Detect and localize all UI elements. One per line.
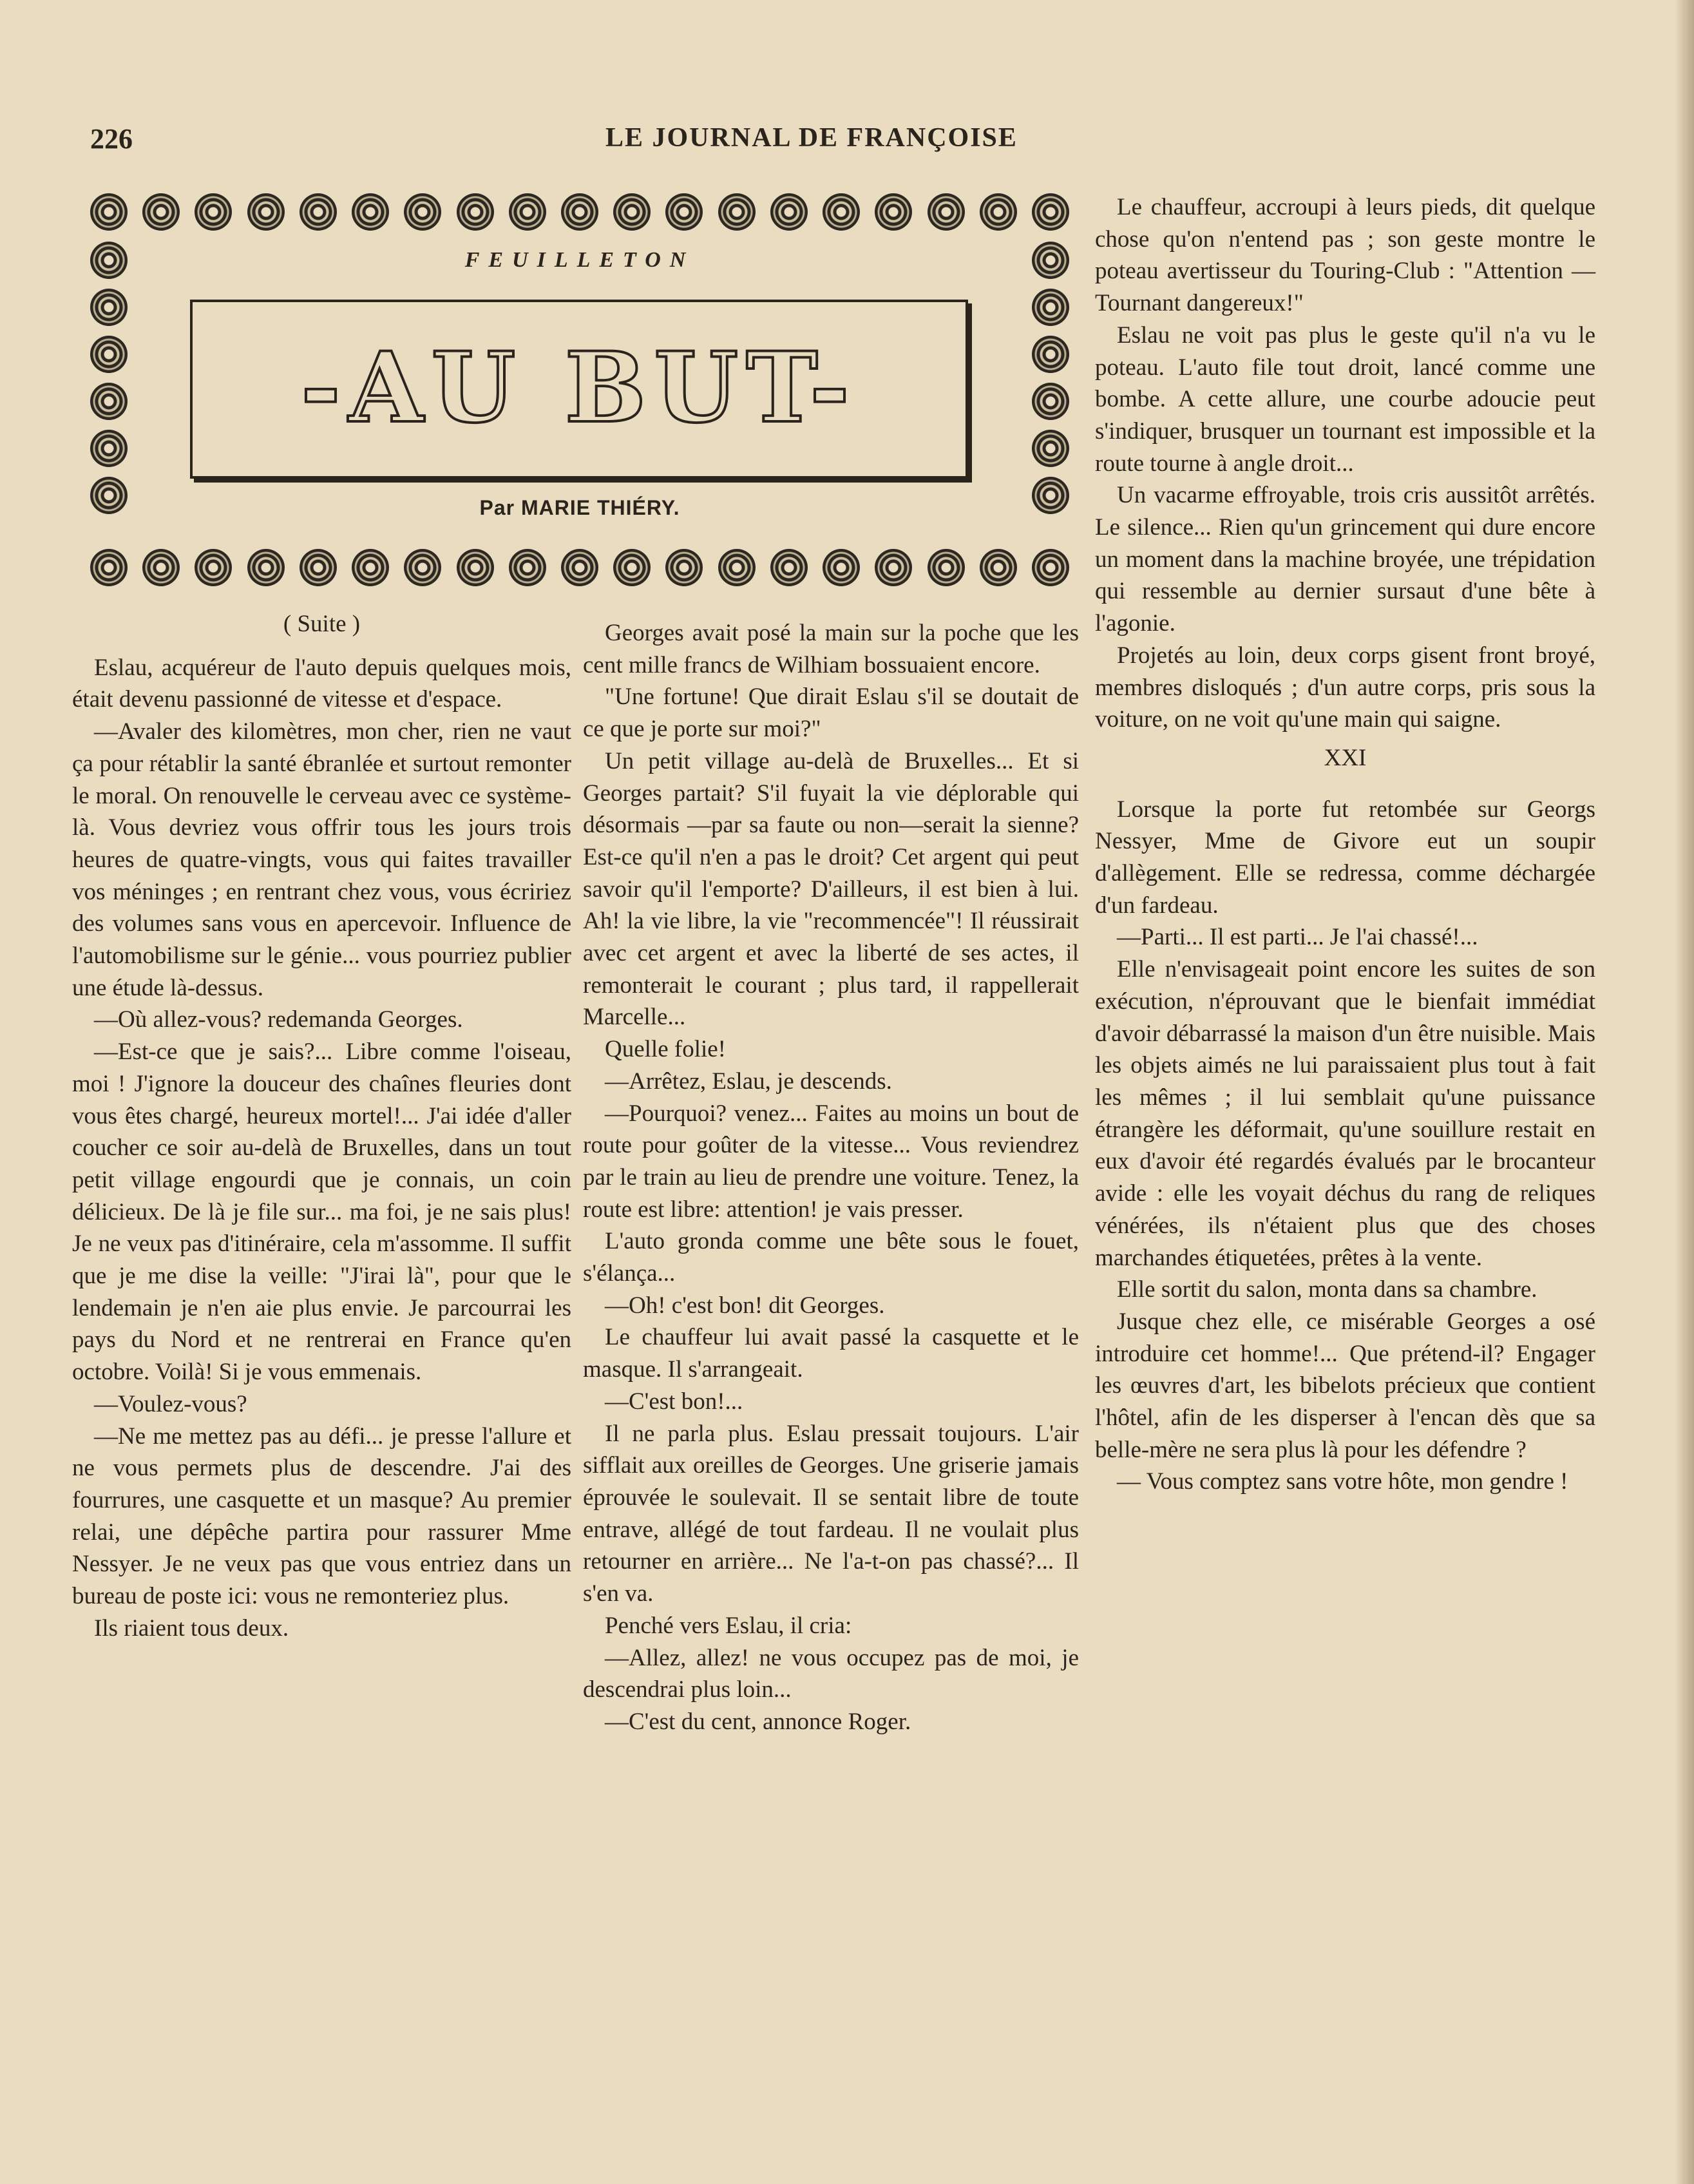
rose-ornament	[1032, 383, 1069, 420]
paragraph: Elle n'envisageait point encore les suites de son exécution, n'éprouvant que le bienfait immédiat d'avoir débarrassé la maison d'un être nuisible. Mais les objets aimés ne lui paraissaient plus tout à fait les mêmes ; il lui semblait qu'une puissance étrangère les déformait, qu'une souillure restait en eux d'avoir été regardés évalués par le brocanteur avide : elle les voyait déchus du rang de reliques vénérées, ils n'étaient plus que des choses marchandes étiquetées, prêtes à la vente.	[1095, 956, 1595, 1271]
rose-ornament	[195, 549, 232, 586]
paragraph: —Est-ce que je sais?... Libre comme l'oiseau, moi ! J'ignore la douceur des chaînes fleuries dont vous êtes chargé, heureux mortel!... J'ai idée d'aller coucher ce soir au-delà de Bruxelles, dans un tout petit village engourdi que je connais, un coin délicieux. De là je file sur... ma foi, je ne sais plus! Je ne veux pas d'itinéraire, cela m'assomme. Il suffit que je me dise la veille: "J'irai là", pour que le lendemain je n'en aie plus envie. Je parcourrai les pays du Nord et ne rentrerai en France qu'en octobre. Voilà! Si je vous emmenais.	[72, 1039, 571, 1386]
paragraph: — Vous comptez sans votre hôte, mon gendre !	[1117, 1468, 1568, 1495]
paragraph: —Parti... Il est parti... Je l'ai chassé!...	[1117, 924, 1478, 951]
suite-heading: ( Suite )	[283, 611, 361, 637]
title-box	[190, 300, 968, 479]
rose-ornament	[509, 549, 546, 586]
rose-ornament	[561, 193, 598, 231]
paragraph: —Pourquoi? venez... Faites au moins un bout de route pour goûter de la vitesse... Vous reviendrez par le train au lieu de prendre une voiture. Tenez, la route est libre: attention! je vais presser.	[583, 1100, 1079, 1223]
paragraph: —Arrêtez, Eslau, je descends.	[605, 1068, 892, 1095]
rose-ornament	[404, 549, 441, 586]
paragraph: Ils riaient tous deux.	[94, 1614, 289, 1642]
paragraph: Projetés au loin, deux corps gisent front broyé, membres disloqués ; d'un autre corps, pris sous la voiture, on ne voit qu'une main qui saigne.	[1095, 642, 1595, 733]
rose-ornament	[1032, 549, 1069, 586]
paragraph: "Une fortune! Que dirait Eslau s'il se doutait de ce que je porte sur moi?"	[583, 684, 1079, 743]
feuilleton-label: FEUILLETON	[464, 248, 695, 272]
rose-ornament	[90, 383, 128, 420]
rose-ornament	[928, 549, 965, 586]
paragraph: Eslau ne voit pas plus le geste qu'il n'a vu le poteau. L'auto file tout droit, lancé comme une bombe. A cette allure, une courbe adoucie peut s'indiquer, brusquer un tournant est impossible et la route tourne à angle droit...	[1095, 321, 1595, 477]
rose-ornament	[90, 193, 128, 231]
author-byline: Par MARIE THIÉRY.	[479, 496, 680, 519]
rose-ornament	[247, 193, 285, 231]
rose-ornament	[823, 549, 860, 586]
paragraph: —C'est bon!...	[605, 1388, 743, 1415]
feuilleton-frame	[90, 193, 1069, 586]
text-column-3	[1095, 191, 1595, 1498]
page-header	[90, 122, 1056, 161]
journal-title: LE JOURNAL DE FRANÇOISE	[605, 123, 1018, 153]
rose-ornament	[718, 193, 756, 231]
paragraph: Un petit village au-delà de Bruxelles... Et si Georges partait? S'il fuyait la vie déplorable qui désormais —par sa faute ou non—serait la sienne? Est-ce qu'il n'en a pas le droit? Cet argent qui peut savoir qu'il l'emporte? D'ailleurs, il est bien à lui. Ah! la vie libre, la vie "recommencée"! Il réussirait avec cet argent et avec la liberté de ses actes, il remonterait le courant ; plus tard, il rappellerait Marcelle...	[583, 747, 1079, 1031]
rose-ornament	[352, 549, 389, 586]
rose-ornament	[1032, 336, 1069, 373]
rose-ornament	[875, 193, 912, 231]
rose-ornament	[142, 549, 180, 586]
rose-ornament	[980, 193, 1017, 231]
rose-ornament	[90, 549, 128, 586]
paragraph: —Avaler des kilomètres, mon cher, rien ne vaut ça pour rétablir la santé ébranlée et surtout remonter le moral. On renouvelle le cerveau avec ce système-là. Vous devriez vous offrir tous les jours trois heures de quatre-vingts, vous qui faites travailler vos méninges ; en rentrant chez vous, vous écririez des volumes sans vous en apercevoir. Influence de l'automobilisme sur le génie... vous pourriez publier une étude là-dessus.	[72, 718, 571, 1001]
rose-ornament	[928, 193, 965, 231]
rose-ornament	[195, 193, 232, 231]
paragraph: —Allez, allez! ne vous occupez pas de moi, je descendrai plus loin...	[583, 1644, 1079, 1703]
paragraph: Quelle folie!	[605, 1036, 726, 1063]
paragraph: Eslau, acquéreur de l'auto depuis quelques mois, était devenu passionné de vitesse et d'espace.	[72, 654, 571, 713]
paragraph: Penché vers Eslau, il cria:	[605, 1612, 852, 1639]
rose-ornament	[665, 193, 703, 231]
paragraph: Lorsque la porte fut retombée sur Georgs Nessyer, Mme de Givore eut un soupir d'allègement. Elle se redressa, comme déchargée d'un fardeau.	[1095, 796, 1595, 919]
rose-ornament	[980, 549, 1017, 586]
page-edge	[1675, 0, 1694, 2184]
paragraph: Elle sortit du salon, monta dans sa chambre.	[1117, 1276, 1537, 1303]
rose-ornament	[770, 193, 808, 231]
paragraph: Le chauffeur lui avait passé la casquette et le masque. Il s'arrangeait.	[583, 1324, 1079, 1383]
rose-ornament	[247, 549, 285, 586]
rose-ornament	[457, 549, 494, 586]
rose-ornament	[300, 193, 337, 231]
rose-ornament	[300, 549, 337, 586]
rose-ornament	[718, 549, 756, 586]
rose-ornament	[90, 336, 128, 373]
rose-ornament	[561, 549, 598, 586]
rose-ornament	[457, 193, 494, 231]
paragraph: —Oh! c'est bon! dit Georges.	[605, 1292, 885, 1319]
text-column-1	[72, 608, 571, 1645]
rose-ornament	[509, 193, 546, 231]
rose-ornament	[90, 289, 128, 326]
paragraph: Il ne parla plus. Eslau pressait toujours. L'air sifflait aux oreilles de Georges. Une griserie jamais éprouvée le soulevait. Il se sentait libre de toute entrave, allégé de tout fardeau. Il ne voulait plus retourner en arrière... Ne l'a-t-on pas chassé?... Il s'en va.	[583, 1420, 1079, 1607]
story-title: -AU BUT-	[300, 331, 858, 445]
rose-ornament	[613, 549, 651, 586]
paragraph: —C'est du cent, annonce Roger.	[605, 1708, 911, 1735]
rose-ornament	[823, 193, 860, 231]
rose-ornament	[665, 549, 703, 586]
paragraph: —Où allez-vous? redemanda Georges.	[94, 1006, 463, 1033]
chapter-heading: XXI	[1324, 744, 1367, 771]
rose-ornament	[404, 193, 441, 231]
text-column-2	[583, 617, 1079, 1738]
page-number: 226	[90, 123, 133, 155]
rose-ornament	[613, 193, 651, 231]
rose-ornament	[1032, 289, 1069, 326]
rose-ornament	[1032, 430, 1069, 467]
rose-ornament	[1032, 193, 1069, 231]
paragraph: —Ne me mettez pas au défi... je presse l'allure et ne vous permets plus de descendre. J'ai des fourrures, une casquette et un masque? Au premier relai, une dépêche partira pour rassurer Mme Nessyer. Je ne veux pas que vous entriez dans un bureau de poste ici: vous ne remonteriez plus.	[72, 1422, 571, 1610]
rose-ornament	[90, 430, 128, 467]
paragraph: L'auto gronda comme une bête sous le fouet, s'élança...	[583, 1228, 1079, 1287]
paragraph: Un vacarme effroyable, trois cris aussitôt arrêtés. Le silence... Rien qu'un grincement qui dure encore un moment dans la machine broyée, une trépidation qui ressemble au dernier sursaut d'une bête à l'agonie.	[1095, 482, 1595, 637]
paragraph: Jusque chez elle, ce misérable Georges a osé introduire cet homme!... Que prétend-il? Engager les œuvres d'art, les bibelots précieux que contient l'hôtel, afin de les disperser à l'encan dès que sa belle-mère ne sera plus là pour les défendre ?	[1095, 1308, 1595, 1463]
rose-ornament	[875, 549, 912, 586]
rose-ornament	[770, 549, 808, 586]
paragraph: —Voulez-vous?	[94, 1390, 247, 1417]
paragraph: Georges avait posé la main sur la poche que les cent mille francs de Wilhiam bossuaient encore.	[583, 620, 1079, 678]
rose-ornament	[142, 193, 180, 231]
rose-ornament	[352, 193, 389, 231]
paragraph: Le chauffeur, accroupi à leurs pieds, dit quelque chose qu'on n'entend pas ; son geste montre le poteau avertisseur du Touring-Club : "Attention — Tournant dangereux!"	[1095, 194, 1595, 317]
